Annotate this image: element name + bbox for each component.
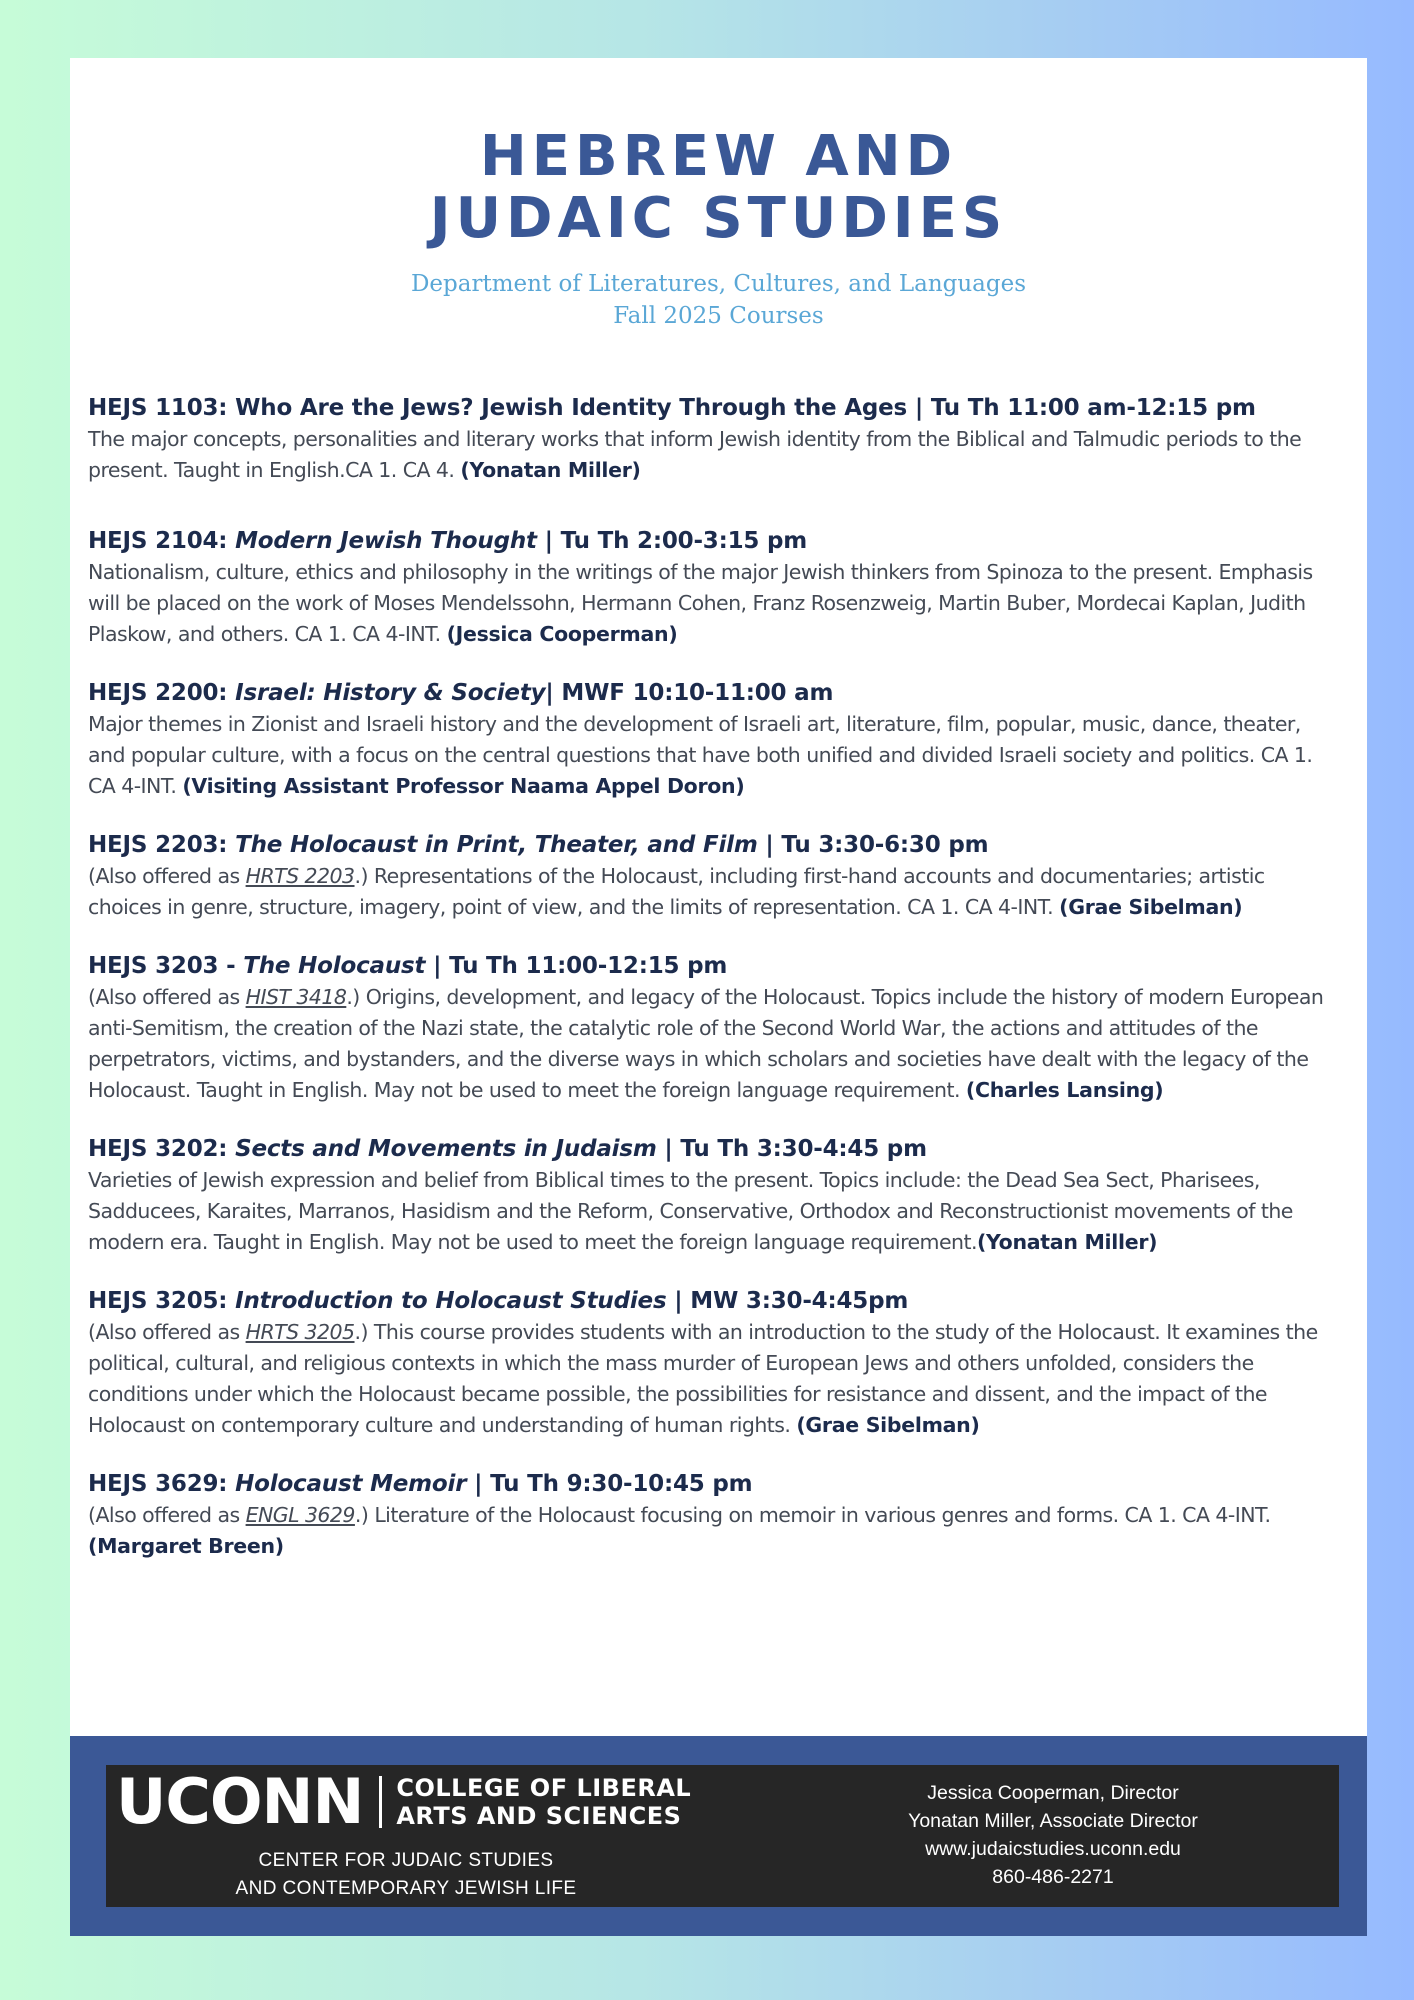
course-code: HEJS 3629:	[88, 1471, 236, 1497]
cross-listing-prefix: (Also offered as	[88, 1320, 246, 1344]
course-schedule: | Tu 3:30-6:30 pm	[757, 832, 989, 858]
instructor-name: (Jessica Cooperman)	[446, 622, 678, 646]
description-text: Varieties of Jewish expression and belief from Biblical times to the present. Topics include: the Dead Sea Sect, Pharisees, Sadducees, Karaites, Marranos, Hasidism and the Reform, Conservative, Orthodox and Reconstructionist movements of the modern era. Taught in English. May not be used to meet the foreign language requirement.	[88, 1168, 1293, 1254]
cross-listing-link[interactable]: HRTS 2203	[245, 864, 355, 888]
flyer-header	[70, 58, 1367, 332]
course-code: HEJS 2200:	[88, 680, 236, 706]
course-code: HEJS 3205:	[88, 1288, 236, 1314]
cross-listing-suffix: .)	[346, 985, 366, 1009]
description-text: This course provides students with an introduction to the study of the Holocaust. It examines the political, cultural, and religious contexts in which the mass murder of European Jews and others unfolded, considers the conditions under which the Holocaust became possible, the possibilities for resistance and dissent, and the impact of the Holocaust on contemporary culture and understanding of human rights.	[88, 1320, 1318, 1437]
cross-listing-suffix: .)	[354, 1503, 375, 1527]
description-text: Major themes in Zionist and Israeli history and the development of Israeli art, literature, film, popular, music, dance, theater, and popular culture, with a focus on the central questions that have both unified and divided Israeli society and politics. CA 1. CA 4-INT.	[88, 712, 1313, 798]
uconn-logo	[116, 1765, 696, 1907]
title-line-2: JUDAIC STUDIES	[429, 186, 1008, 251]
course-name: Modern Jewish Thought	[235, 528, 537, 554]
course-title	[88, 678, 1343, 709]
website-link[interactable]: www.judaicstudies.uconn.edu	[925, 1838, 1181, 1860]
department-name: Department of Literatures, Cultures, and Languages	[410, 271, 1027, 297]
footer	[70, 1736, 1367, 1936]
cross-listing-suffix: .)	[354, 864, 374, 888]
cross-listing-link[interactable]: HRTS 3205	[245, 1320, 355, 1344]
semester-label: Fall 2025 Courses	[613, 303, 824, 329]
course-schedule: | Tu Th 11:00 am-12:15 pm	[907, 395, 1256, 421]
course-entry	[88, 1134, 1343, 1258]
contact-info	[863, 1779, 1243, 1891]
uconn-wordmark: UCONN	[116, 1765, 364, 1838]
phone-number: 860-486-2271	[992, 1866, 1114, 1888]
course-code: HEJS 3202:	[88, 1136, 236, 1162]
course-entry	[88, 393, 1343, 486]
director-line: Jessica Cooperman, Director	[927, 1782, 1179, 1804]
course-description	[88, 709, 1343, 802]
course-schedule: | Tu Th 3:30-4:45 pm	[656, 1136, 927, 1162]
instructor-name: (Visiting Assistant Professor Naama Appel Doron)	[182, 774, 745, 798]
center-name	[116, 1847, 696, 1903]
description-text: Representations of the Holocaust, including first-hand accounts and documentaries; artistic choices in genre, structure, imagery, point of view, and the limits of representation. CA 1. CA 4-INT.	[88, 864, 1265, 919]
cross-listing-prefix: (Also offered as	[88, 864, 246, 888]
course-name: Israel: History & Society	[235, 680, 546, 706]
course-description	[88, 982, 1343, 1106]
course-title	[88, 1469, 1343, 1500]
course-entry	[88, 1469, 1343, 1562]
course-schedule: | MW 3:30-4:45pm	[666, 1288, 909, 1314]
flyer-page	[70, 58, 1367, 1936]
course-name: The Holocaust	[243, 953, 426, 979]
course-name: Introduction to Holocaust Studies	[235, 1288, 667, 1314]
course-code: HEJS 1103:	[88, 395, 236, 421]
college-name	[396, 1774, 691, 1830]
cross-listing-prefix: (Also offered as	[88, 985, 246, 1009]
description-text: Origins, development, and legacy of the Holocaust. Topics include the history of modern European anti-Semitism, the creation of the Nazi state, the catalytic role of the Second World War, the actions and attitudes of the perpetrators, victims, and bystanders, and the diverse ways in which scholars and societies have dealt with the legacy of the Holocaust. Taught in English. May not be used to meet the foreign language requirement.	[88, 985, 1324, 1102]
course-title	[88, 393, 1343, 424]
course-code: HEJS 2203:	[88, 832, 236, 858]
page-title	[70, 126, 1367, 250]
course-schedule: | Tu Th 11:00-12:15 pm	[425, 953, 728, 979]
course-description	[88, 861, 1343, 923]
course-title	[88, 830, 1343, 861]
cross-listing-link[interactable]: ENGL 3629	[245, 1503, 355, 1527]
cross-listing-suffix: .)	[354, 1320, 374, 1344]
instructor-name: (Margaret Breen)	[88, 1534, 284, 1558]
college-line-1: COLLEGE OF LIBERAL	[396, 1774, 692, 1802]
course-description	[88, 557, 1343, 650]
course-name: Who Are the Jews? Jewish Identity Through the Ages	[235, 395, 908, 421]
course-title	[88, 1286, 1343, 1317]
description-text: Nationalism, culture, ethics and philosophy in the writings of the major Jewish thinkers from Spinoza to the present. Emphasis will be placed on the work of Moses Mendelssohn, Hermann Cohen, Franz Rosenzweig, Martin Buber, Mordecai Kaplan, Judith Plaskow, and others. CA 1. CA 4-INT.	[88, 560, 1313, 646]
subtitle	[70, 268, 1367, 332]
course-name: Sects and Movements in Judaism	[235, 1136, 657, 1162]
instructor-name: (Yonatan Miller)	[460, 458, 641, 482]
instructor-name: (Grae Sibelman)	[796, 1413, 980, 1437]
instructor-name: (Yonatan Miller)	[976, 1230, 1158, 1254]
course-title	[88, 1134, 1343, 1165]
course-entry	[88, 951, 1343, 1106]
course-schedule: | Tu Th 2:00-3:15 pm	[536, 528, 808, 554]
course-entry	[88, 1286, 1343, 1441]
course-entry	[88, 830, 1343, 923]
title-line-1: HEBREW AND	[479, 124, 958, 189]
course-list	[88, 393, 1343, 1590]
course-name: Holocaust Memoir	[235, 1471, 467, 1497]
footer-panel	[106, 1765, 1339, 1907]
college-line-2: ARTS AND SCIENCES	[396, 1802, 682, 1830]
center-line-1: CENTER FOR JUDAIC STUDIES	[258, 1850, 554, 1871]
course-title	[88, 951, 1343, 982]
course-code: HEJS 2104:	[88, 528, 236, 554]
logo-divider	[379, 1776, 382, 1828]
instructor-name: (Charles Lansing)	[965, 1078, 1164, 1102]
center-line-2: AND CONTEMPORARY JEWISH LIFE	[235, 1878, 577, 1899]
course-description	[88, 1500, 1343, 1562]
course-description	[88, 1165, 1343, 1258]
cross-listing-link[interactable]: HIST 3418	[245, 985, 347, 1009]
course-title	[88, 526, 1343, 557]
course-description	[88, 424, 1343, 486]
associate-director-line: Yonatan Miller, Associate Director	[908, 1810, 1198, 1832]
course-entry	[88, 526, 1343, 650]
cross-listing-prefix: (Also offered as	[88, 1503, 246, 1527]
course-entry	[88, 678, 1343, 802]
course-description	[88, 1317, 1343, 1441]
description-text: Literature of the Holocaust focusing on memoir in various genres and forms. CA 1. CA 4-INT.	[374, 1503, 1271, 1527]
course-schedule: | MWF 10:10-11:00 am	[545, 680, 834, 706]
course-schedule: | Tu Th 9:30-10:45 pm	[466, 1471, 753, 1497]
instructor-name: (Grae Sibelman)	[1059, 895, 1243, 919]
description-text: The major concepts, personalities and literary works that inform Jewish identity from the Biblical and Talmudic periods to the present. Taught in English.CA 1. CA 4.	[88, 427, 1302, 482]
course-code: HEJS 3203 -	[88, 953, 244, 979]
course-name: The Holocaust in Print, Theater, and Film	[235, 832, 758, 858]
